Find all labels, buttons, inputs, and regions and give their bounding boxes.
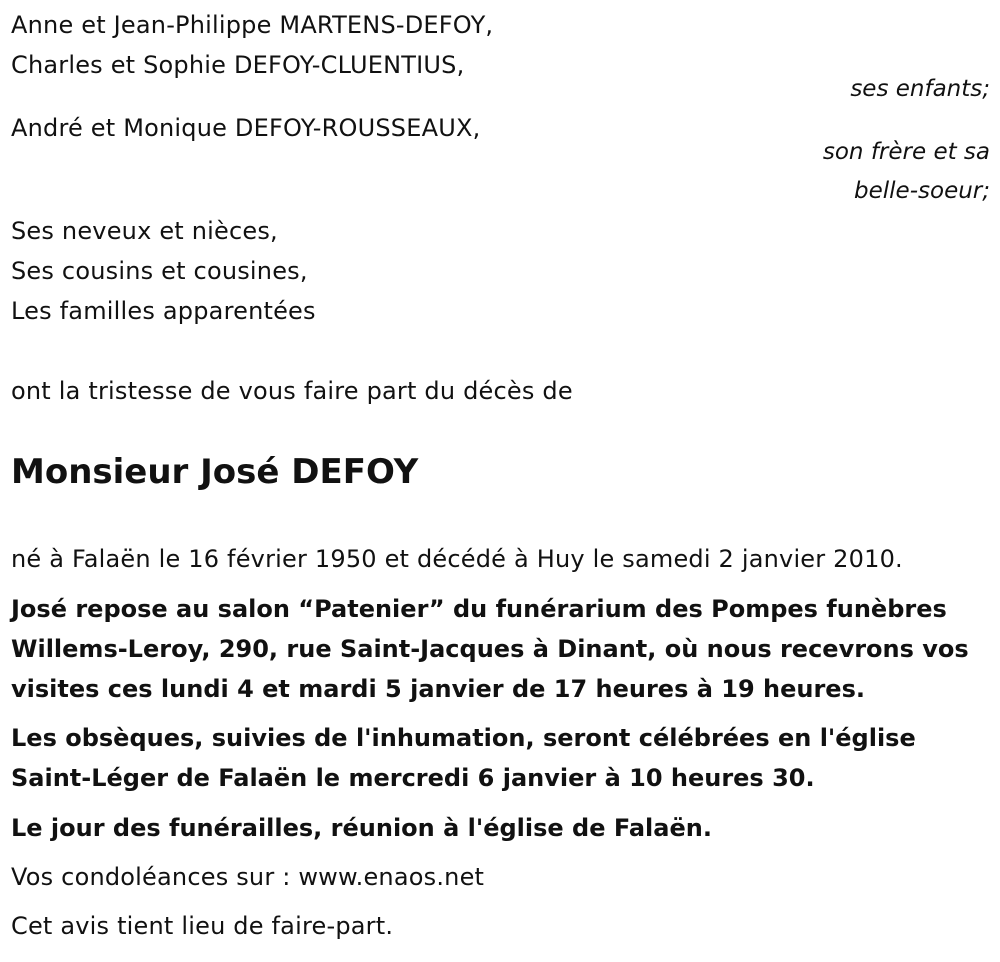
visitation-line-2: Willems-Leroy, 290, rue Saint-Jacques à Dinant, où nous recevrons vos xyxy=(11,635,969,663)
child-couple-1: Anne et Jean-Philippe MARTENS-DEFOY, xyxy=(11,11,494,39)
sibling-role-line-1: son frère et sa xyxy=(822,139,990,165)
sibling-role-line-2: belle-soeur; xyxy=(854,178,990,204)
closing-note: Cet avis tient lieu de faire-part. xyxy=(11,912,394,940)
meeting-line: Le jour des funérailles, réunion à l'église de Falaën. xyxy=(11,814,712,842)
nephews-nieces: Ses neveux et nièces, xyxy=(11,217,278,245)
sibling-couple: André et Monique DEFOY-ROUSSEAUX, xyxy=(11,114,481,142)
condolences-info: Vos condoléances sur : www.enaos.net xyxy=(11,863,485,891)
visitation-line-3: visites ces lundi 4 et mardi 5 janvier de 17 heures à 19 heures. xyxy=(11,675,865,703)
deceased-name: Monsieur José DEFOY xyxy=(11,452,419,492)
children-role: ses enfants; xyxy=(850,76,990,102)
funeral-line-1: Les obsèques, suivies de l'inhumation, seront célébrées en l'église xyxy=(11,724,916,752)
birth-death-info: né à Falaën le 16 février 1950 et décédé à Huy le samedi 2 janvier 2010. xyxy=(11,545,903,573)
child-couple-2: Charles et Sophie DEFOY-CLUENTIUS, xyxy=(11,51,465,79)
visitation-line-1: José repose au salon “Patenier” du funérarium des Pompes funèbres xyxy=(11,595,947,623)
meeting-info xyxy=(11,808,991,848)
cousins: Ses cousins et cousines, xyxy=(11,257,308,285)
related-families: Les familles apparentées xyxy=(11,297,316,325)
visitation-info xyxy=(11,589,991,709)
announcement-text: ont la tristesse de vous faire part du décès de xyxy=(11,377,573,405)
funeral-line-2: Saint-Léger de Falaën le mercredi 6 janvier à 10 heures 30. xyxy=(11,764,815,792)
funeral-info xyxy=(11,718,991,798)
